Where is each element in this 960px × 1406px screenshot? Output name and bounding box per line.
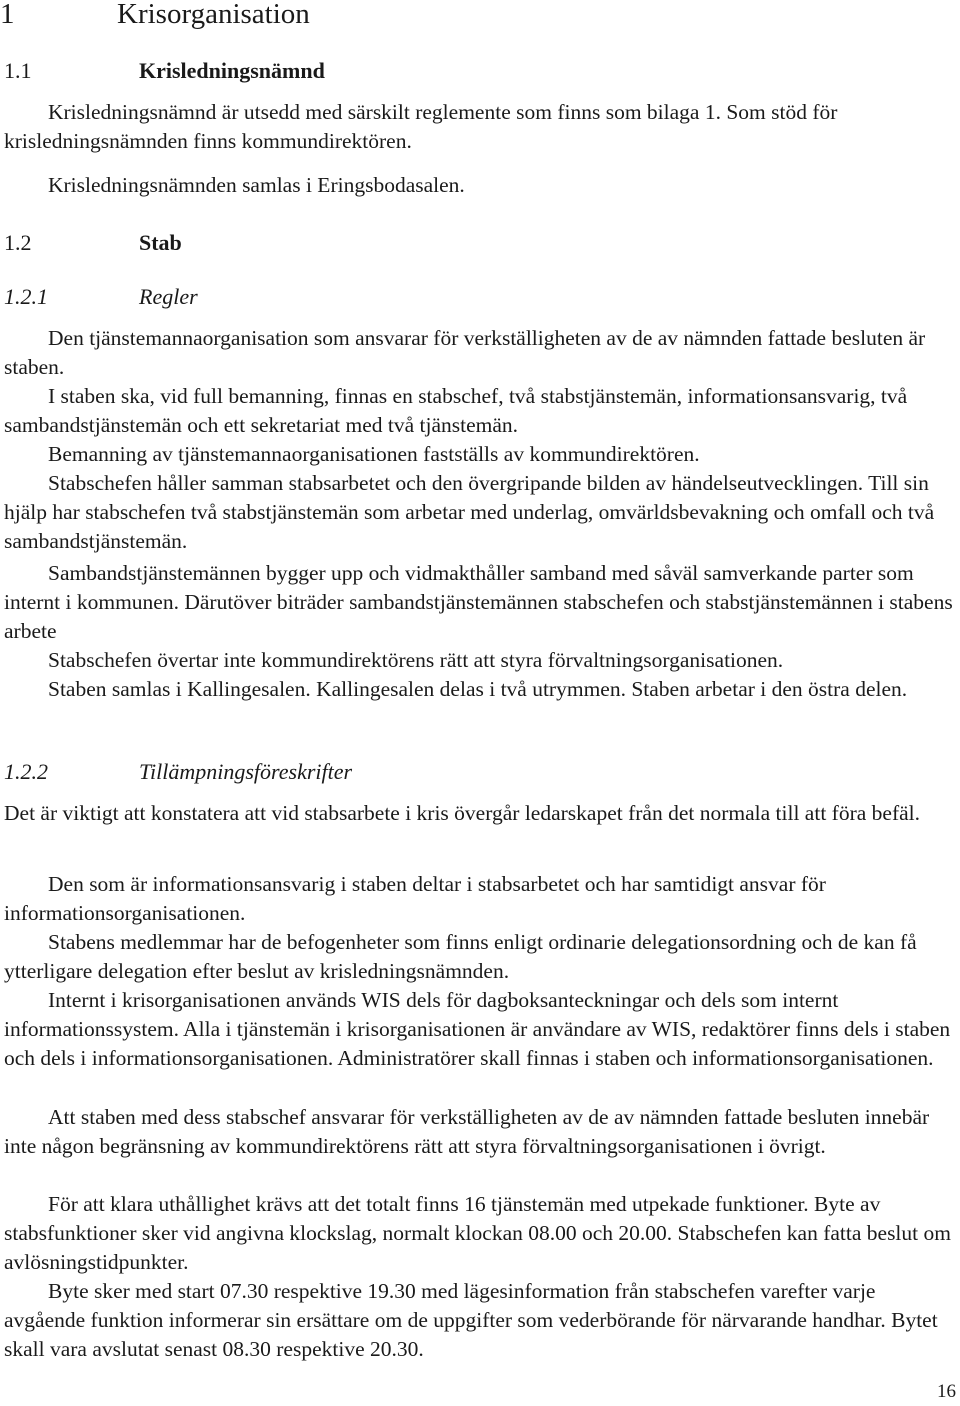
paragraph: Stabschefen håller samman stabsarbetet och den övergripande bilden av händelseutvecklingen. Till sin hjälp har stabschefen två stabstjänstemän som arbetar med underlag, omvärldsbevakning och omfall och två sambandstjänstemän. xyxy=(4,471,935,553)
section-title: Stab xyxy=(139,230,182,255)
chapter-title: Krisorganisation xyxy=(117,0,310,30)
section-heading-1-1 xyxy=(4,57,325,85)
section-number: 1.2 xyxy=(4,230,32,255)
paragraph: Bemanning av tjänstemannaorganisationen fastställs av kommundirektören. xyxy=(48,442,700,466)
paragraph: Den som är informationsansvarig i staben deltar i stabsarbetet och har samtidigt ansvar för informationsorganisationen. xyxy=(4,872,826,925)
paragraph: Stabens medlemmar har de befogenheter som finns enligt ordinarie delegationsordning och de kan få ytterligare delegation efter beslut av krisledningsnämnden. xyxy=(4,930,917,983)
paragraph: Krisledningsnämnd är utsedd med särskilt reglemente som finns som bilaga 1. Som stöd för krisledningsnämnden finns kommundirektören. xyxy=(4,100,838,153)
paragraph: Det är viktigt att konstatera att vid stabsarbete i kris övergår ledarskapet från det normala till att föra befäl. xyxy=(4,801,920,825)
paragraph: Den tjänstemannaorganisation som ansvarar för verkställigheten av de av nämnden fattade besluten är staben. xyxy=(4,326,926,379)
page-number: 16 xyxy=(937,1381,956,1402)
subsection-heading-1-2-2 xyxy=(4,758,352,786)
section-title: Krisledningsnämnd xyxy=(139,58,325,83)
paragraph: Stabschefen övertar inte kommundirektörens rätt att styra förvaltningsorganisationen. xyxy=(48,648,784,672)
subsection-title: Regler xyxy=(139,284,198,309)
paragraph: Krisledningsnämnden samlas i Eringsbodasalen. xyxy=(48,173,465,197)
subsection-number: 1.2.1 xyxy=(4,284,48,309)
subsection-heading-1-2-1 xyxy=(4,283,198,311)
chapter-heading xyxy=(0,0,310,34)
paragraph: Att staben med dess stabschef ansvarar för verkställigheten av de av nämnden fattade besluten innebär inte någon begränsning av kommundirektörens rätt att styra förvaltningsorganisationen i övrigt. xyxy=(4,1105,930,1158)
paragraph: Sambandstjänstemännen bygger upp och vidmakthåller samband med såväl samverkande parter som internt i kommunen. Därutöver biträder sambandstjänstemännen stabschefen och stabstjänstemännen i stabens arbete xyxy=(4,561,953,643)
paragraph: Internt i krisorganisationen används WIS dels för dagboksanteckningar och dels som internt informationssystem. Alla i tjänstemän i krisorganisationen är användare av WIS, redaktörer finns dels i staben och dels i informationsorganisationen. Administratörer skall finnas i staben och informationsorganisationen. xyxy=(4,988,951,1070)
paragraph: Byte sker med start 07.30 respektive 19.30 med lägesinformation från stabschefen varefter varje avgående funktion informerar sin ersättare om de uppgifter som vederbörande för närvarande handhar. Bytet skall vara avslutat senast 08.30 respektive 20.30. xyxy=(4,1279,938,1361)
section-heading-1-2 xyxy=(4,229,182,257)
subsection-number: 1.2.2 xyxy=(4,759,48,784)
subsection-title: Tillämpningsföreskrifter xyxy=(139,759,353,784)
paragraph: Staben samlas i Kallingesalen. Kallingesalen delas i två utrymmen. Staben arbetar i den östra delen. xyxy=(48,677,908,701)
chapter-number: 1 xyxy=(0,0,15,30)
paragraph: För att klara uthållighet krävs att det totalt finns 16 tjänstemän med utpekade funktioner. Byte av stabsfunktioner sker vid angivna klockslag, normalt klockan 08.00 och 20.00. Stabschefen kan fatta beslut om avlösningstidpunkter. xyxy=(4,1192,951,1274)
paragraph: I staben ska, vid full bemanning, finnas en stabschef, två stabstjänstemän, informationsansvarig, två sambandstjänstemän och ett sekretariat med två tjänstemän. xyxy=(4,384,908,437)
section-number: 1.1 xyxy=(4,58,32,83)
